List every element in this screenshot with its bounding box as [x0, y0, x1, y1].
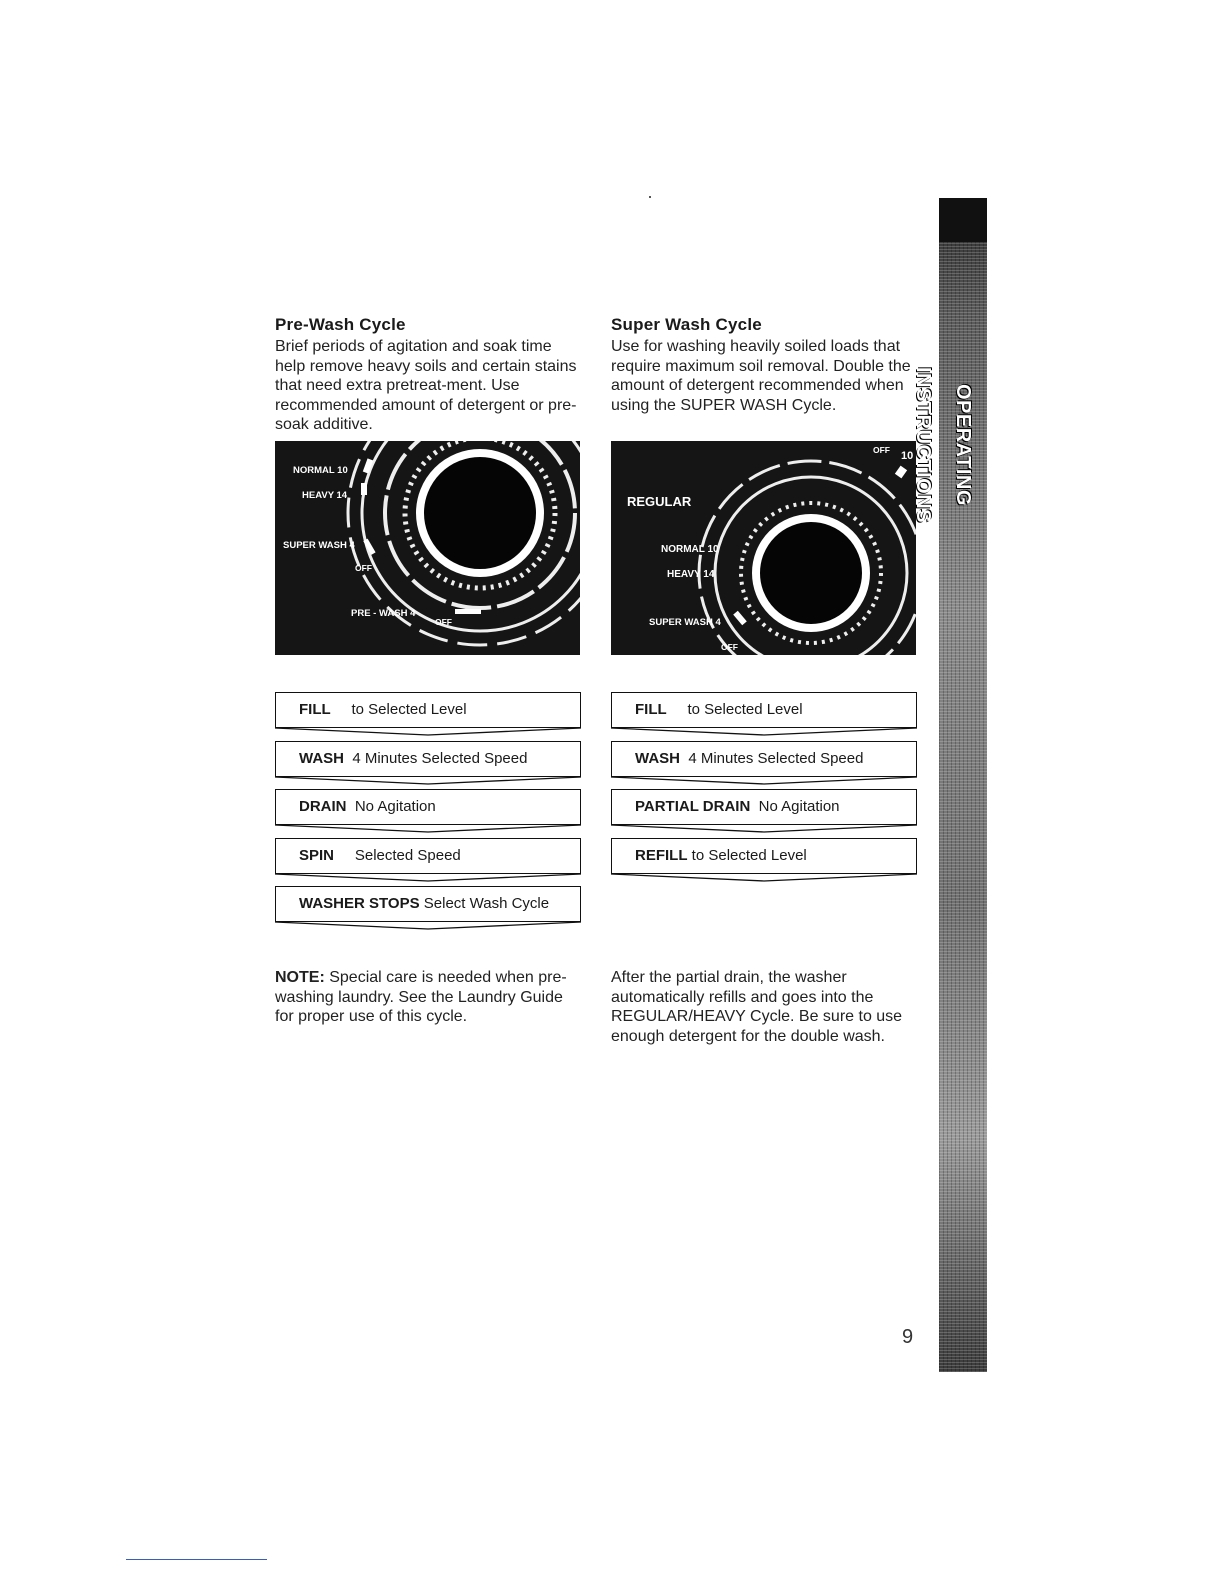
super-wash-description: Use for washing heavily soiled loads that require maximum soil removal. Double the amount of detergent recommended when using the SUPER WASH Cycle. [611, 338, 911, 414]
dial-off-label: OFF [355, 563, 372, 573]
dial-super-wash-label: SUPER WASH 4 [649, 617, 721, 628]
flow-arrow-icon [275, 727, 581, 736]
flow-arrow-icon [275, 873, 581, 882]
step-key: DRAIN [299, 798, 347, 815]
step-text: Selected Speed [354, 847, 461, 864]
step-text: 4 Minutes Selected Speed [352, 750, 528, 767]
step-key: PARTIAL DRAIN [635, 798, 751, 815]
pre-wash-dial-illustration [275, 441, 580, 655]
dial-pre-wash-label: PRE - WASH 4 [351, 608, 416, 619]
footer-rule [126, 1559, 267, 1560]
page-number: 9 [902, 1326, 914, 1348]
tab-cap [939, 198, 987, 242]
section-tab-sidebar [912, 198, 987, 1372]
step-text: 4 Minutes Selected Speed [688, 750, 864, 767]
dial-super-wash-label: SUPER WASH 4 [283, 540, 355, 551]
section-tab-label: OPERATING INSTRUCTIONS [912, 367, 974, 523]
step-key: WASHER STOPS [299, 895, 420, 912]
dial-ten-label: 10 [901, 450, 914, 462]
step-key: WASH [299, 750, 344, 767]
flow-arrow-icon [611, 873, 917, 882]
dial-off-label-2: OFF [435, 617, 452, 627]
step-key: WASH [635, 750, 680, 767]
dial-normal-label: NORMAL 10 [293, 465, 348, 476]
pre-wash-step-fill [275, 692, 581, 728]
pre-wash-step-washer-stops [275, 886, 581, 922]
pre-wash-step-spin [275, 838, 581, 874]
dial-off-bottom-label: OFF [721, 642, 738, 652]
pre-wash-note [275, 968, 585, 1027]
step-text: to Selected Level [351, 701, 467, 718]
step-text: Select Wash Cycle [423, 895, 550, 912]
dial-normal-label: NORMAL 10 [661, 544, 719, 555]
super-wash-after-note: After the partial drain, the washer automatically refills and goes into the REGULAR/HEAVY Cycle. Be sure to use enough detergent for the double wash. [611, 969, 903, 1045]
super-wash-step-wash [611, 741, 917, 777]
super-wash-step-fill [611, 692, 917, 728]
note-label: NOTE: [275, 969, 325, 986]
flow-arrow-icon [275, 776, 581, 785]
super-wash-dial-illustration [611, 441, 916, 655]
flow-arrow-icon [611, 824, 917, 833]
flow-arrow-icon [275, 921, 581, 930]
pre-wash-step-wash [275, 741, 581, 777]
flow-arrow-icon [275, 824, 581, 833]
dial-heavy-label: HEAVY 14 [302, 490, 348, 501]
step-key: FILL [635, 701, 667, 718]
pre-wash-heading: Pre-Wash Cycle [275, 315, 406, 334]
step-key: FILL [299, 701, 331, 718]
stray-mark [649, 196, 651, 198]
step-key: REFILL [635, 847, 688, 864]
pre-wash-step-drain [275, 789, 581, 825]
step-text: No Agitation [758, 798, 840, 815]
dial-regular-label: REGULAR [627, 494, 692, 509]
flow-arrow-icon [611, 776, 917, 785]
super-wash-step-refill [611, 838, 917, 874]
dial-off-top-label: OFF [873, 445, 890, 455]
pre-wash-description: Brief periods of agitation and soak time help remove heavy soils and certain stains that need extra pretreat-ment. Use recommended amount of detergent or pre-soak additive. [275, 338, 577, 433]
step-key: SPIN [299, 847, 335, 864]
step-text: to Selected Level [691, 847, 807, 864]
dial-heavy-label: HEAVY 14 [667, 569, 715, 580]
super-wash-step-partial-drain [611, 789, 917, 825]
super-wash-heading: Super Wash Cycle [611, 315, 762, 334]
flow-arrow-icon [611, 727, 917, 736]
step-text: No Agitation [354, 798, 436, 815]
note-text: Special care is needed when pre-washing laundry. See the Laundry Guide for proper use of this cycle. [275, 969, 567, 1025]
step-text: to Selected Level [687, 701, 803, 718]
